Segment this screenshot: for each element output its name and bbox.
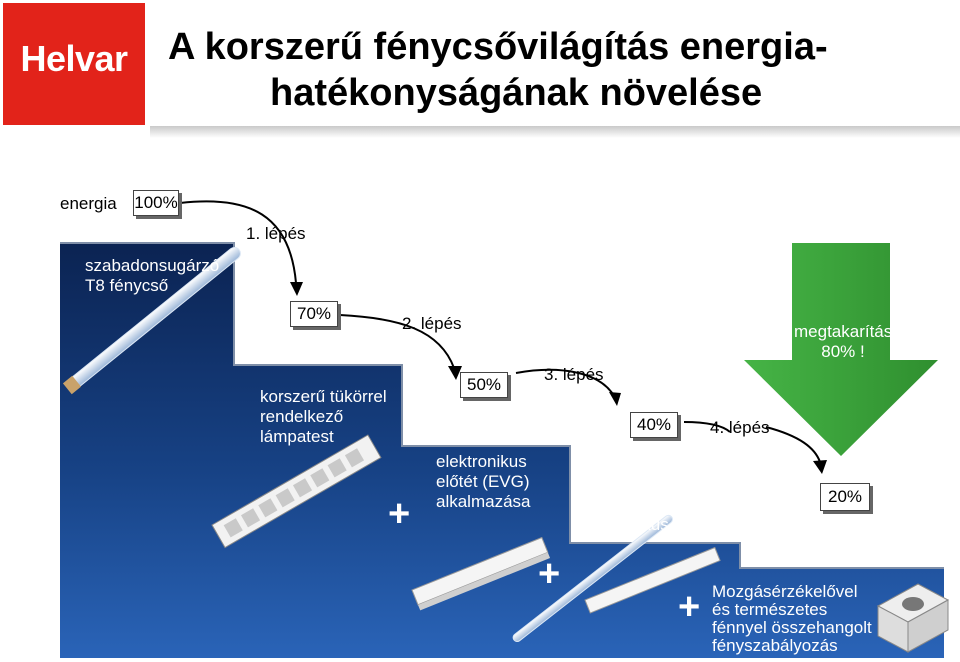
block-5-line-1: Mozgásérzékelővel [712,582,858,601]
logo-text: Helvar [20,38,128,79]
plus-icon: + [388,493,411,535]
step-2-label: 2. lépés [402,314,462,333]
block-5-label [712,583,872,655]
block-5-line-3: fénnyel összehangolt [712,618,872,637]
level-100-badge: 100% [133,190,179,216]
plus-icon: + [678,586,701,628]
title-line-2: hatékonyságának növelése [270,72,763,114]
savings-line-1: megtakarítás [794,322,893,341]
block-4-label [578,495,715,535]
block-2-line-2: rendelkező [260,407,344,426]
block-2-label [260,387,387,447]
block-1-label [85,256,219,296]
block-1-line-1: szabadonsugárzó [85,256,220,275]
step-3-label: 3. lépés [544,365,604,384]
level-40-badge: 40% [630,412,678,438]
block-4-line-2: elektronikus előtét [578,515,716,534]
level-50-badge: 50% [460,372,508,398]
block-2-line-1: korszerű tükörrel [260,387,387,406]
plus-icon: + [538,553,561,595]
block-1-line-2: T8 fénycső [85,276,169,295]
axis-label: energia [60,194,117,213]
level-20-badge: 20% [820,483,870,511]
block-3-line-3: alkalmazása [436,492,531,511]
level-70-badge: 70% [290,301,338,327]
block-3-line-1: elektronikus [436,452,527,471]
block-2-line-3: lámpatest [260,427,334,446]
block-4-line-1: T5 fénycső és az [578,495,707,514]
savings-label [794,322,892,362]
block-5-line-4: fényszabályozás [712,636,838,655]
title-line-1: A korszerű fénycsővilágítás energia- [168,26,828,68]
block-3-label [436,452,531,512]
block-3-line-2: előtét (EVG) [436,472,530,491]
step-1-label: 1. lépés [246,224,306,243]
savings-line-2: 80% ! [821,342,865,361]
step-4-label: 4. lépés [710,418,770,437]
block-5-line-2: és természetes [712,600,828,619]
